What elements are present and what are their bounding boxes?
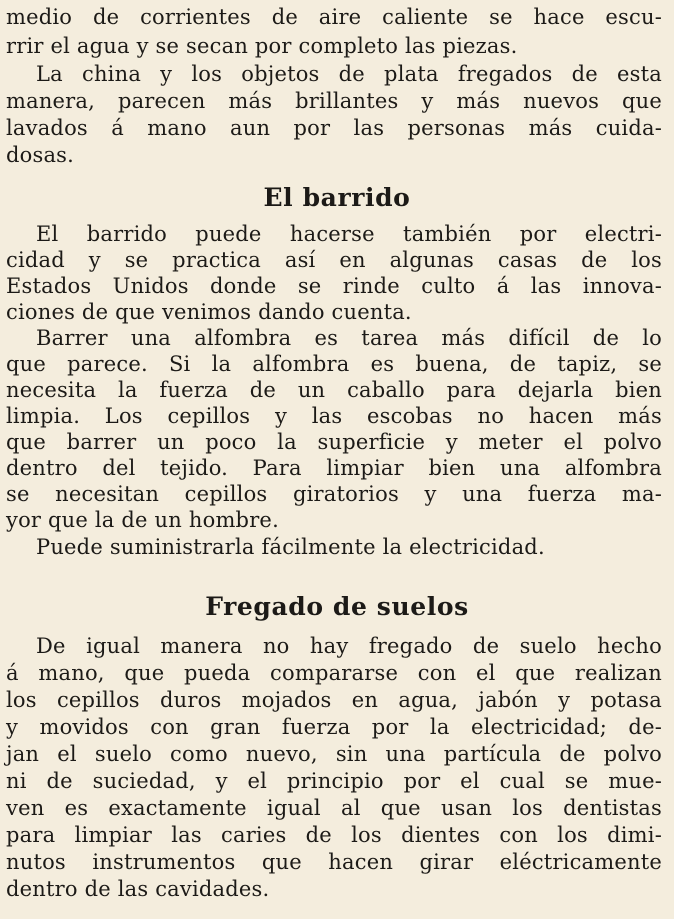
text-line: Puede suministrarla fácilmente la electricidad. bbox=[36, 535, 545, 559]
text-line: El barrido puede hacerse también por electri- bbox=[36, 222, 662, 246]
text-line: dentro del tejido. Para limpiar bien una alfombra bbox=[6, 456, 662, 480]
text-line: dentro de las cavidades. bbox=[6, 877, 270, 901]
text-line: que barrer un poco la superficie y meter el polvo bbox=[6, 430, 662, 454]
text-line: rrir el agua y se secan por completo las piezas. bbox=[6, 34, 518, 58]
text-line: Estados Unidos donde se rinde culto á las innova- bbox=[6, 274, 662, 298]
text-line: necesita la fuerza de un caballo para dejarla bien bbox=[6, 378, 662, 402]
text-line: y movidos con gran fuerza por la electricidad; de- bbox=[6, 715, 662, 739]
text-line: yor que la de un hombre. bbox=[6, 508, 279, 532]
text-line: que parece. Si la alfombra es buena, de tapiz, se bbox=[6, 352, 662, 376]
text-line: nutos instrumentos que hacen girar eléctricamente bbox=[6, 850, 662, 874]
text-line: ven es exactamente igual al que usan los dentistas bbox=[6, 796, 662, 820]
text-line: limpia. Los cepillos y las escobas no hacen más bbox=[6, 404, 662, 428]
text-line: Barrer una alfombra es tarea más difícil de lo bbox=[36, 326, 662, 350]
text-line: para limpiar las caries de los dientes con los dimi- bbox=[6, 823, 662, 847]
text-line: jan el suelo como nuevo, sin una partícula de polvo bbox=[6, 742, 662, 766]
text-line: se necesitan cepillos giratorios y una fuerza ma- bbox=[6, 482, 662, 506]
text-line: ni de suciedad, y el principio por el cual se mue- bbox=[6, 769, 662, 793]
text-line: De igual manera no hay fregado de suelo hecho bbox=[36, 634, 662, 658]
text-line: los cepillos duros mojados en agua, jabón y potasa bbox=[6, 688, 662, 712]
section-heading-fregado: Fregado de suelos bbox=[205, 592, 469, 621]
text-line: á mano, que pueda compararse con el que realizan bbox=[6, 661, 662, 685]
text-line: lavados á mano aun por las personas más cuida- bbox=[6, 116, 662, 140]
text-line: medio de corrientes de aire caliente se hace escu- bbox=[6, 5, 662, 29]
text-line: La china y los objetos de plata fregados de esta bbox=[36, 62, 662, 86]
text-line: manera, parecen más brillantes y más nuevos que bbox=[6, 89, 662, 113]
text-line: ciones de que venimos dando cuenta. bbox=[6, 300, 412, 324]
text-line: dosas. bbox=[6, 143, 75, 167]
section-heading-barrido: El barrido bbox=[263, 183, 411, 212]
text-line: cidad y se practica así en algunas casas de los bbox=[6, 248, 662, 272]
